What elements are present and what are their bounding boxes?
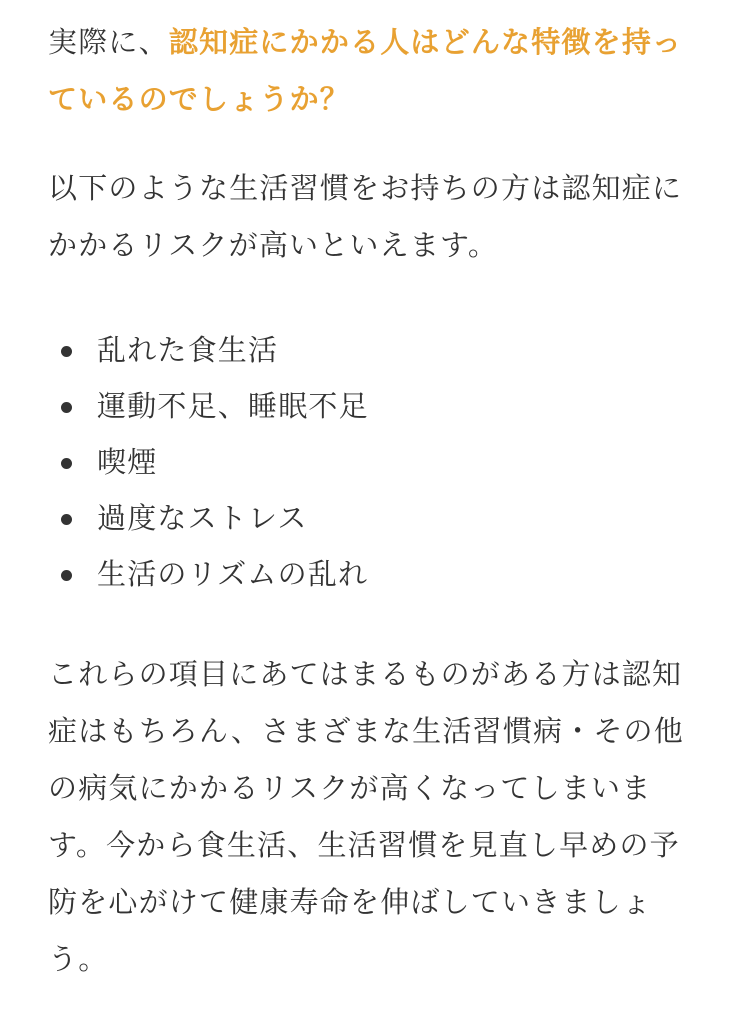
list-item [48,322,704,378]
intro-paragraph [48,14,704,128]
list-item-text: 運動不足、睡眠不足 [97,389,369,423]
lead-paragraph: 以下のような生活習慣をお持ちの方は認知症にかかるリスクが高いといえます。 [48,171,683,262]
list-item [48,490,704,546]
list-item [48,434,704,490]
bullet-icon [61,570,72,581]
list-item-text: 乱れた食生活 [97,333,279,367]
risk-factor-list [48,322,704,602]
list-item [48,546,704,602]
list-item [48,378,704,434]
intro-prefix: 実際に、 [48,25,169,59]
bullet-icon [61,514,72,525]
list-item-text: 生活のリズムの乱れ [97,557,369,591]
list-item-text: 過度なストレス [97,501,308,535]
bullet-icon [61,402,72,413]
bullet-icon [61,458,72,469]
highlighted-question: 認知症にかかる人はどんな特徴を持っているのでしょうか？ [48,25,683,116]
conclusion-paragraph: これらの項目にあてはまるものがある方は認知症はもちろん、さまざまな生活習慣病・その他の病気にかかるリスクが高くなってしまいます。今から食生活、生活習慣を見直し早めの予防を心がけて健康寿命を伸ばしていきましょう。 [48,657,684,976]
bullet-icon [61,346,72,357]
list-item-text: 喫煙 [97,445,158,479]
